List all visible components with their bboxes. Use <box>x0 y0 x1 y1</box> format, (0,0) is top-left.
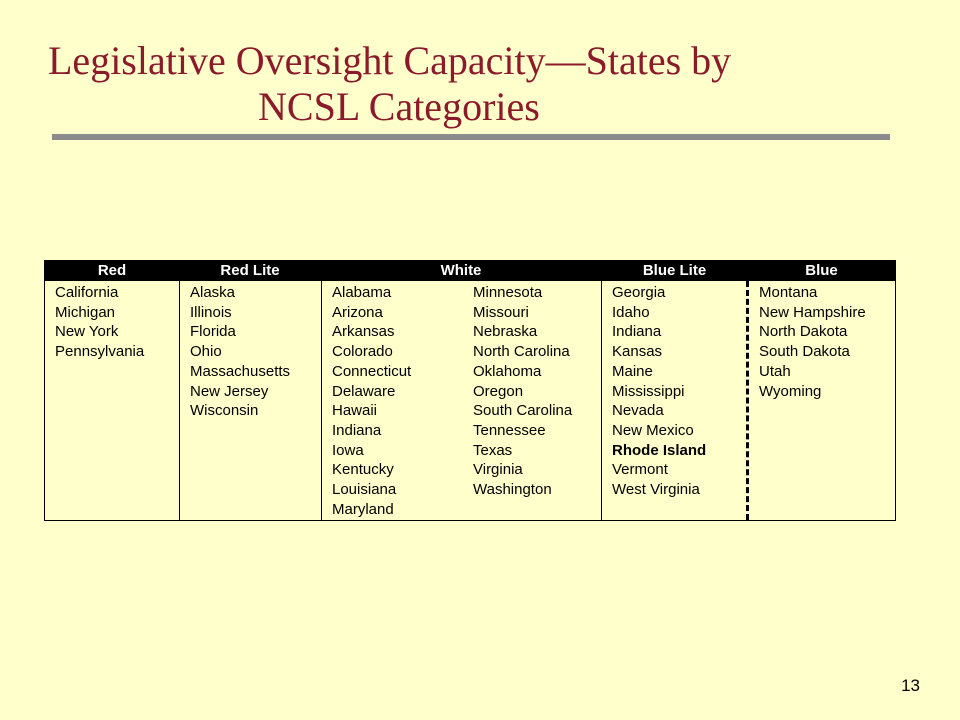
state-name: Ohio <box>190 343 222 361</box>
slide-title-line2: NCSL Categories <box>258 84 540 129</box>
header-red-lite: Red Lite <box>179 261 321 281</box>
header-blue-lite: Blue Lite <box>601 261 748 281</box>
column-white-b <box>463 281 601 520</box>
state-name: Massachusetts <box>190 362 291 380</box>
state-name: Pennsylvania <box>55 343 145 361</box>
header-red: Red <box>45 261 179 281</box>
state-name: Alaska <box>190 284 236 301</box>
state-name: Arizona <box>332 303 383 321</box>
state-name: Indiana <box>612 323 662 341</box>
state-name: Georgia <box>612 284 666 301</box>
state-name: Oregon <box>473 382 524 400</box>
state-name: Illinois <box>190 303 232 321</box>
state-name: Alabama <box>332 284 392 301</box>
state-name: Rhode Island <box>612 441 707 459</box>
header-white: White <box>321 261 601 281</box>
state-name: New York <box>55 323 119 341</box>
state-name: Mississippi <box>612 382 685 400</box>
state-name: Hawaii <box>332 402 378 420</box>
state-name: Minnesota <box>473 284 543 301</box>
state-name: Indiana <box>332 421 382 439</box>
state-name: Louisiana <box>332 481 397 499</box>
column-white-a <box>321 281 463 520</box>
state-name: Colorado <box>332 343 393 361</box>
column-red <box>45 281 179 520</box>
state-name: Kansas <box>612 343 663 361</box>
slide-title <box>48 38 908 130</box>
column-blue <box>746 281 895 520</box>
state-name: North Dakota <box>759 323 848 341</box>
header-blue: Blue <box>748 261 895 281</box>
state-name: Connecticut <box>332 362 412 380</box>
state-name: Idaho <box>612 303 650 321</box>
state-name: West Virginia <box>612 481 700 499</box>
state-name: Maine <box>612 362 653 380</box>
page-number: 13 <box>901 676 920 695</box>
blue-state-list <box>749 281 895 401</box>
state-name: New Mexico <box>612 421 694 439</box>
white-state-list-2 <box>463 281 601 500</box>
column-blue-lite <box>601 281 747 520</box>
state-name: New Hampshire <box>759 303 866 321</box>
state-name: Wisconsin <box>190 402 259 420</box>
red-lite-state-list <box>180 281 321 421</box>
state-name: Iowa <box>332 441 364 459</box>
state-name: Maryland <box>332 500 394 518</box>
state-name: Oklahoma <box>473 362 542 380</box>
column-red-lite <box>179 281 321 520</box>
slide-title-line1: Legislative Oversight Capacity—States by <box>48 38 732 83</box>
state-name: Utah <box>759 362 791 380</box>
state-name: Florida <box>190 323 236 341</box>
state-name: Montana <box>759 284 818 301</box>
state-name: South Carolina <box>473 402 573 420</box>
state-name: Tennessee <box>473 421 546 439</box>
state-name: Kentucky <box>332 461 394 479</box>
state-name: Michigan <box>55 303 116 321</box>
state-name: Wyoming <box>759 382 822 400</box>
red-state-list <box>45 281 179 362</box>
state-name: Nevada <box>612 402 664 420</box>
ncsl-categories-table <box>44 260 896 521</box>
blue-lite-state-list <box>602 281 747 500</box>
state-name: New Jersey <box>190 382 269 400</box>
state-name: South Dakota <box>759 343 850 361</box>
state-name: Texas <box>473 441 513 459</box>
state-name: Virginia <box>473 461 523 479</box>
state-name: Arkansas <box>332 323 395 341</box>
state-name: Vermont <box>612 461 668 479</box>
state-name: Missouri <box>473 303 529 321</box>
state-name: Washington <box>473 481 552 499</box>
title-underline <box>52 134 890 140</box>
state-name: Delaware <box>332 382 396 400</box>
state-name: North Carolina <box>473 343 570 361</box>
state-name: California <box>55 284 119 301</box>
white-state-list-1 <box>322 281 463 519</box>
state-name: Nebraska <box>473 323 538 341</box>
